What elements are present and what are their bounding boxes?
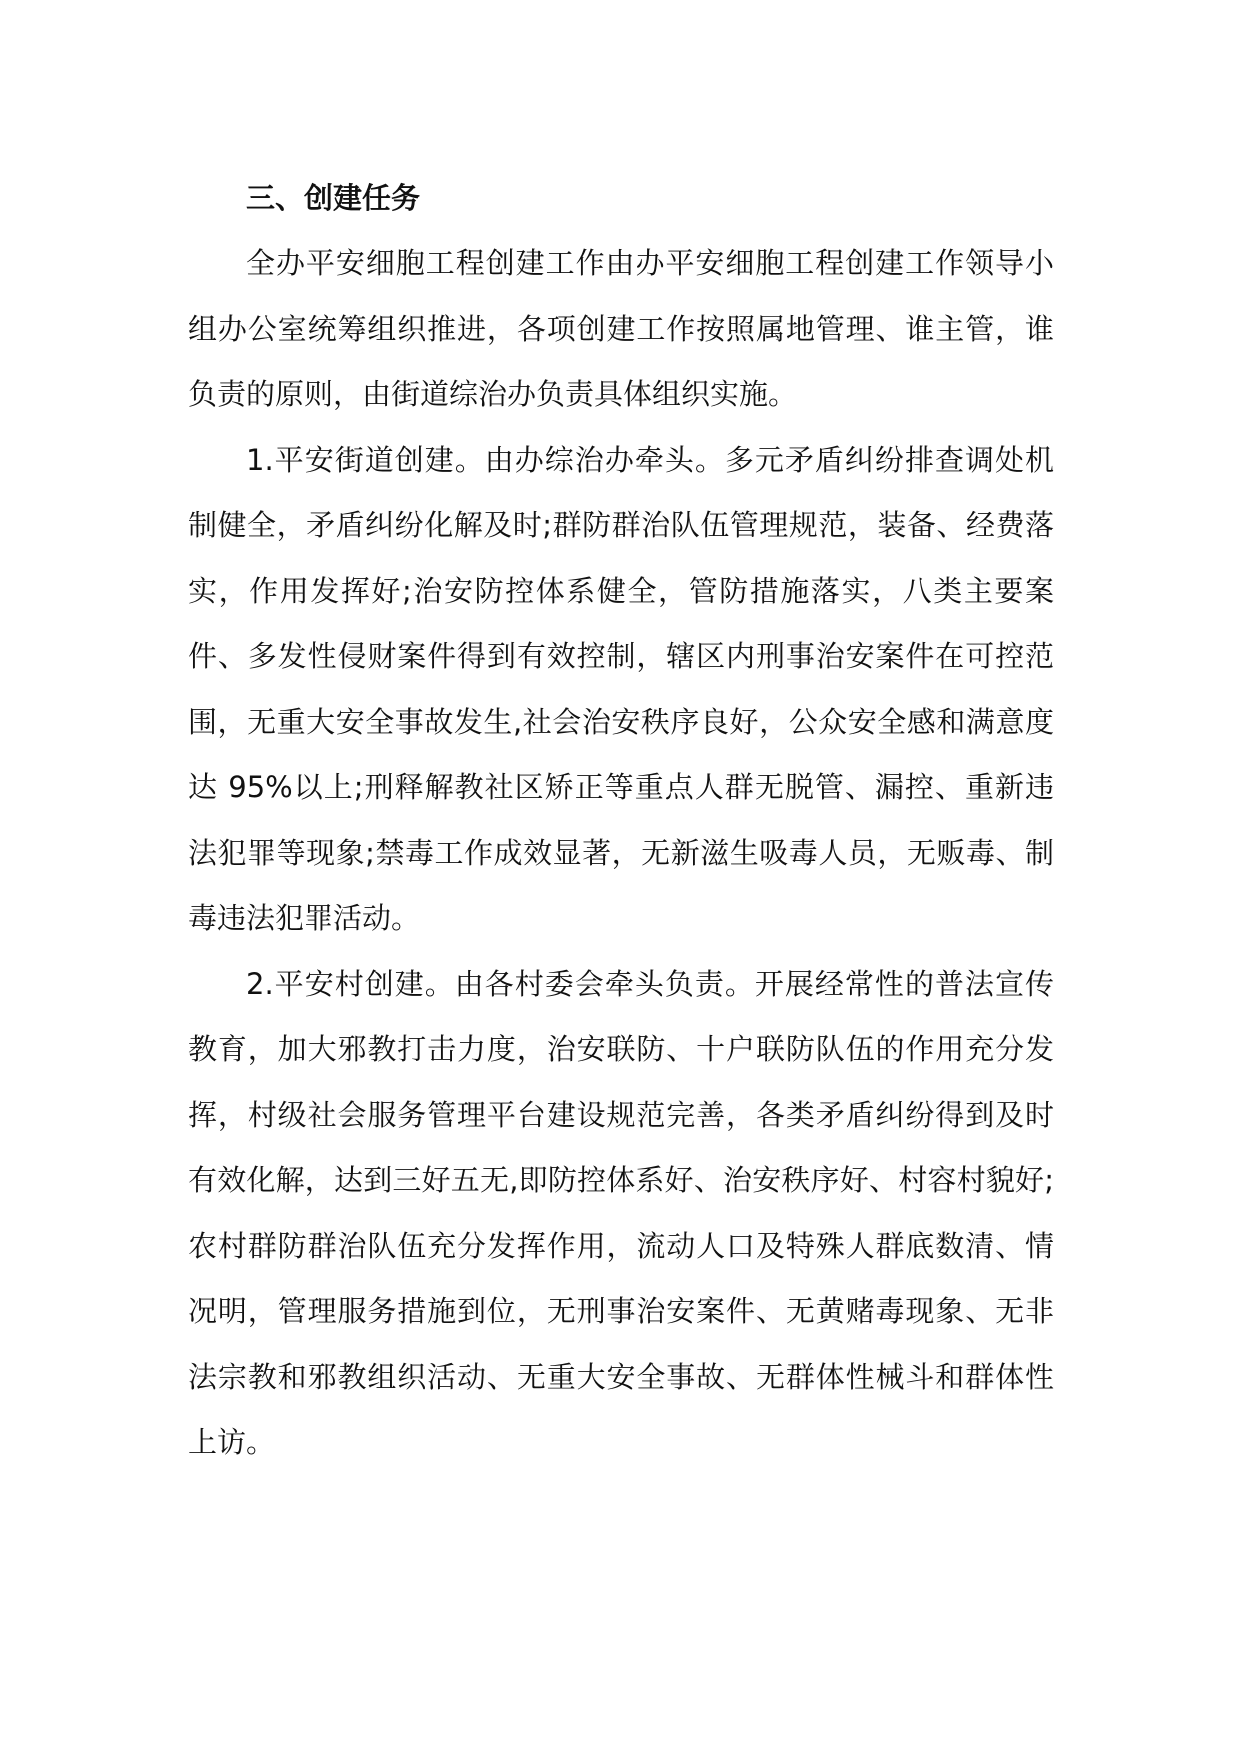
paragraph-safe-village: 2.平安村创建。由各村委会牵头负责。开展经常性的普法宣传教育，加大邪教打击力度，治安联防、十户联防队伍的作用充分发挥，村级社会服务管理平台建设规范完善，各类矛盾纠纷得到及时有效化解，达到三好五无,即防控体系好、治安秩序好、村容村貌好;农村群防群治队伍充分发挥作用，流动人口及特殊人群底数清、情况明，管理服务措施到位，无刑事治安案件、无黄赌毒现象、无非法宗教和邪教组织活动、无重大安全事故、无群体性械斗和群体性上访。 <box>188 966 1054 1459</box>
paragraph-safe-street: 1.平安街道创建。由办综治办牵头。多元矛盾纠纷排查调处机制健全，矛盾纠纷化解及时;群防群治队伍管理规范，装备、经费落实，作用发挥好;治安防控体系健全，管防措施落实，八类主要案件、多发性侵财案件得到有效控制，辖区内刑事治安案件在可控范围，无重大安全事故发生,社会治安秩序良好，公众安全感和满意度达 95%以上;刑释解教社区矫正等重点人群无脱管、漏控、重新违法犯罪等现象;禁毒工作成效显著，无新滋生吸毒人员，无贩毒、制毒违法犯罪活动。 <box>188 442 1054 935</box>
paragraph-intro: 全办平安细胞工程创建工作由办平安细胞工程创建工作领导小组办公室统筹组织推进，各项创建工作按照属地管理、谁主管，谁负责的原则，由街道综治办负责具体组织实施。 <box>188 246 1054 411</box>
section-heading: 三、创建任务 <box>246 181 421 215</box>
document-body <box>188 166 1054 1476</box>
